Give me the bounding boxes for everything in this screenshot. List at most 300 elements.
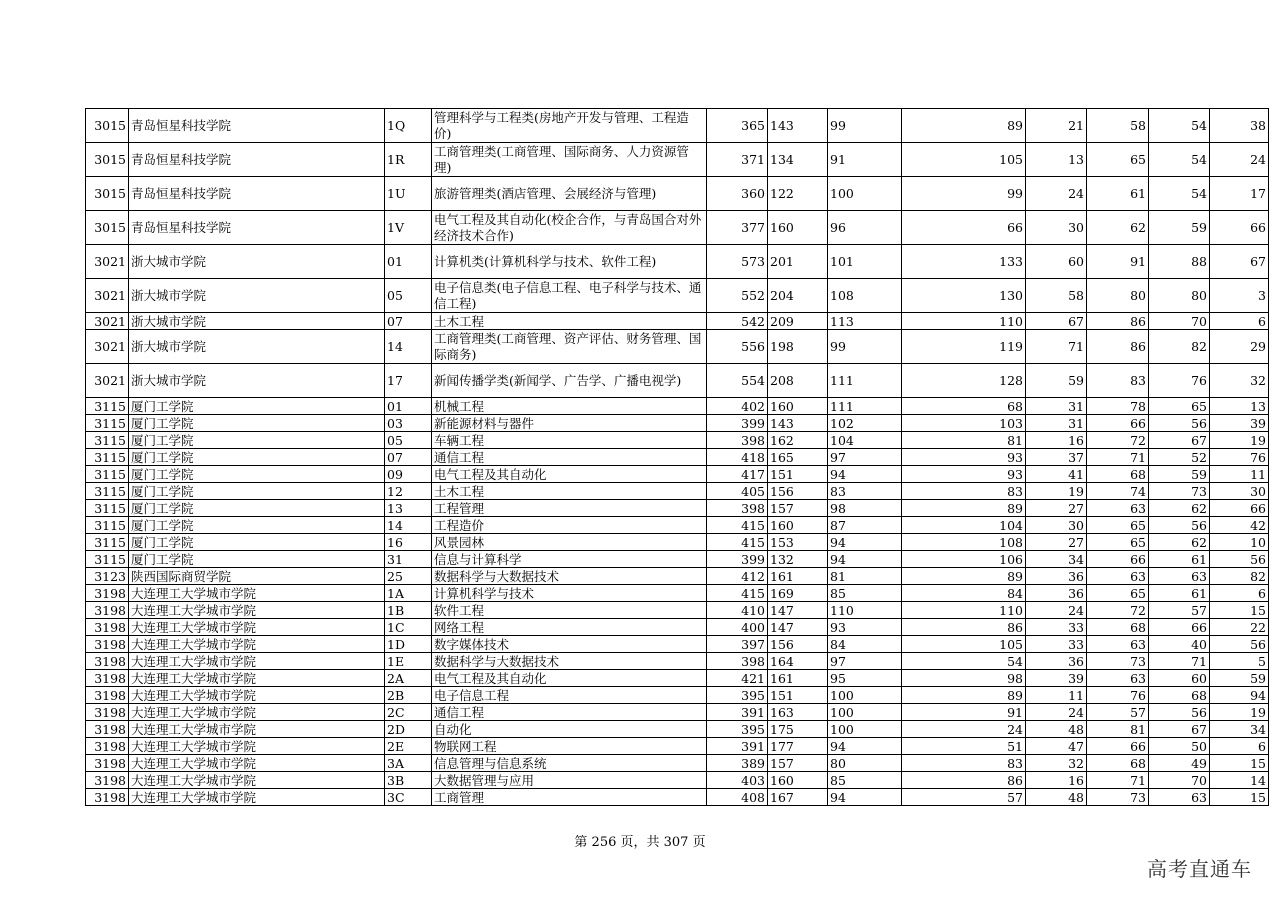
school-name-cell: 厦门工学院 (129, 415, 385, 432)
score-e-cell: 68 (1087, 619, 1149, 636)
score-f-cell: 62 (1149, 500, 1210, 517)
table-row (86, 449, 1269, 466)
score-d-cell: 24 (1026, 177, 1087, 211)
score-f-cell: 82 (1149, 330, 1210, 364)
major-code-cell: 2D (385, 721, 432, 738)
major-name-cell: 物联网工程 (432, 738, 707, 755)
score-c-cell: 93 (902, 449, 1026, 466)
score-a-cell: 161 (768, 568, 828, 585)
score-a-cell: 204 (768, 279, 828, 313)
major-code-cell: 09 (385, 466, 432, 483)
score-a-cell: 209 (768, 313, 828, 330)
score-e-cell: 63 (1087, 636, 1149, 653)
major-name-cell: 电子信息类(电子信息工程、电子科学与技术、通信工程) (432, 279, 707, 313)
table-row (86, 687, 1269, 704)
major-code-cell: 1R (385, 143, 432, 177)
score-e-cell: 65 (1087, 143, 1149, 177)
score-c-cell: 105 (902, 636, 1026, 653)
major-name-cell: 新能源材料与器件 (432, 415, 707, 432)
score-cell: 400 (707, 619, 768, 636)
score-cell: 415 (707, 585, 768, 602)
score-a-cell: 122 (768, 177, 828, 211)
score-cell: 417 (707, 466, 768, 483)
school-code-cell: 3021 (86, 245, 129, 279)
major-name-cell: 通信工程 (432, 449, 707, 466)
major-name-cell: 机械工程 (432, 398, 707, 415)
score-e-cell: 63 (1087, 500, 1149, 517)
major-name-cell: 电气工程及其自动化 (432, 670, 707, 687)
major-name-cell: 工商管理类(工商管理、国际商务、人力资源管理) (432, 143, 707, 177)
score-e-cell: 66 (1087, 551, 1149, 568)
school-code-cell: 3198 (86, 670, 129, 687)
score-e-cell: 72 (1087, 432, 1149, 449)
school-name-cell: 青岛恒星科技学院 (129, 109, 385, 143)
score-d-cell: 30 (1026, 517, 1087, 534)
score-b-cell: 95 (828, 670, 902, 687)
score-c-cell: 83 (902, 755, 1026, 772)
score-cell: 397 (707, 636, 768, 653)
score-cell: 398 (707, 432, 768, 449)
score-e-cell: 83 (1087, 364, 1149, 398)
score-e-cell: 78 (1087, 398, 1149, 415)
major-code-cell: 2B (385, 687, 432, 704)
score-f-cell: 61 (1149, 551, 1210, 568)
score-d-cell: 13 (1026, 143, 1087, 177)
score-e-cell: 63 (1087, 568, 1149, 585)
score-b-cell: 85 (828, 585, 902, 602)
major-name-cell: 自动化 (432, 721, 707, 738)
score-f-cell: 63 (1149, 789, 1210, 806)
table-row (86, 568, 1269, 585)
score-cell: 395 (707, 687, 768, 704)
score-g-cell: 13 (1210, 398, 1269, 415)
school-code-cell: 3115 (86, 534, 129, 551)
score-e-cell: 74 (1087, 483, 1149, 500)
table-row (86, 313, 1269, 330)
score-cell: 365 (707, 109, 768, 143)
score-e-cell: 73 (1087, 653, 1149, 670)
school-code-cell: 3115 (86, 517, 129, 534)
table-row (86, 364, 1269, 398)
school-name-cell: 厦门工学院 (129, 449, 385, 466)
school-name-cell: 青岛恒星科技学院 (129, 211, 385, 245)
major-name-cell: 工程造价 (432, 517, 707, 534)
score-e-cell: 76 (1087, 687, 1149, 704)
score-a-cell: 167 (768, 789, 828, 806)
score-d-cell: 11 (1026, 687, 1087, 704)
major-code-cell: 31 (385, 551, 432, 568)
school-code-cell: 3198 (86, 721, 129, 738)
score-d-cell: 47 (1026, 738, 1087, 755)
score-e-cell: 68 (1087, 755, 1149, 772)
score-cell: 371 (707, 143, 768, 177)
table-row (86, 330, 1269, 364)
major-name-cell: 电子信息工程 (432, 687, 707, 704)
score-cell: 408 (707, 789, 768, 806)
major-name-cell: 通信工程 (432, 704, 707, 721)
major-code-cell: 3A (385, 755, 432, 772)
score-f-cell: 67 (1149, 432, 1210, 449)
major-name-cell: 电气工程及其自动化 (432, 466, 707, 483)
major-code-cell: 01 (385, 398, 432, 415)
score-d-cell: 24 (1026, 602, 1087, 619)
school-code-cell: 3021 (86, 364, 129, 398)
table-row (86, 432, 1269, 449)
school-name-cell: 大连理工大学城市学院 (129, 755, 385, 772)
major-name-cell: 软件工程 (432, 602, 707, 619)
score-f-cell: 50 (1149, 738, 1210, 755)
school-name-cell: 大连理工大学城市学院 (129, 670, 385, 687)
score-b-cell: 94 (828, 534, 902, 551)
table-row (86, 670, 1269, 687)
major-code-cell: 2C (385, 704, 432, 721)
score-g-cell: 15 (1210, 755, 1269, 772)
school-name-cell: 厦门工学院 (129, 432, 385, 449)
major-code-cell: 14 (385, 330, 432, 364)
score-cell: 391 (707, 738, 768, 755)
school-name-cell: 厦门工学院 (129, 398, 385, 415)
score-d-cell: 33 (1026, 619, 1087, 636)
score-c-cell: 106 (902, 551, 1026, 568)
score-c-cell: 98 (902, 670, 1026, 687)
school-name-cell: 陕西国际商贸学院 (129, 568, 385, 585)
score-b-cell: 104 (828, 432, 902, 449)
score-b-cell: 99 (828, 330, 902, 364)
score-b-cell: 101 (828, 245, 902, 279)
school-code-cell: 3015 (86, 211, 129, 245)
score-e-cell: 58 (1087, 109, 1149, 143)
school-code-cell: 3198 (86, 704, 129, 721)
watermark-logo: 高考直通车 (1147, 857, 1252, 881)
school-name-cell: 大连理工大学城市学院 (129, 636, 385, 653)
score-b-cell: 100 (828, 704, 902, 721)
score-d-cell: 19 (1026, 483, 1087, 500)
score-cell: 554 (707, 364, 768, 398)
score-f-cell: 68 (1149, 687, 1210, 704)
score-f-cell: 49 (1149, 755, 1210, 772)
score-g-cell: 10 (1210, 534, 1269, 551)
score-c-cell: 66 (902, 211, 1026, 245)
score-g-cell: 17 (1210, 177, 1269, 211)
score-f-cell: 56 (1149, 517, 1210, 534)
school-code-cell: 3198 (86, 602, 129, 619)
score-c-cell: 81 (902, 432, 1026, 449)
score-b-cell: 93 (828, 619, 902, 636)
score-g-cell: 19 (1210, 432, 1269, 449)
score-d-cell: 71 (1026, 330, 1087, 364)
score-f-cell: 57 (1149, 602, 1210, 619)
score-f-cell: 66 (1149, 619, 1210, 636)
score-g-cell: 82 (1210, 568, 1269, 585)
score-f-cell: 52 (1149, 449, 1210, 466)
major-code-cell: 1U (385, 177, 432, 211)
score-a-cell: 201 (768, 245, 828, 279)
table-row (86, 483, 1269, 500)
score-c-cell: 110 (902, 313, 1026, 330)
score-g-cell: 30 (1210, 483, 1269, 500)
school-name-cell: 厦门工学院 (129, 483, 385, 500)
score-a-cell: 157 (768, 755, 828, 772)
major-name-cell: 数据科学与大数据技术 (432, 653, 707, 670)
score-b-cell: 98 (828, 500, 902, 517)
table-row (86, 517, 1269, 534)
school-code-cell: 3198 (86, 619, 129, 636)
score-d-cell: 41 (1026, 466, 1087, 483)
score-e-cell: 91 (1087, 245, 1149, 279)
score-a-cell: 143 (768, 109, 828, 143)
score-c-cell: 108 (902, 534, 1026, 551)
score-f-cell: 40 (1149, 636, 1210, 653)
score-b-cell: 94 (828, 551, 902, 568)
school-code-cell: 3198 (86, 738, 129, 755)
score-cell: 398 (707, 653, 768, 670)
score-c-cell: 51 (902, 738, 1026, 755)
table-body (86, 109, 1269, 806)
score-d-cell: 36 (1026, 568, 1087, 585)
score-g-cell: 59 (1210, 670, 1269, 687)
major-name-cell: 数据科学与大数据技术 (432, 568, 707, 585)
school-name-cell: 大连理工大学城市学院 (129, 619, 385, 636)
score-d-cell: 60 (1026, 245, 1087, 279)
score-c-cell: 103 (902, 415, 1026, 432)
score-cell: 418 (707, 449, 768, 466)
school-name-cell: 厦门工学院 (129, 517, 385, 534)
score-g-cell: 24 (1210, 143, 1269, 177)
school-code-cell: 3015 (86, 143, 129, 177)
score-f-cell: 70 (1149, 772, 1210, 789)
score-c-cell: 104 (902, 517, 1026, 534)
score-b-cell: 87 (828, 517, 902, 534)
admission-scores-table (85, 108, 1269, 806)
major-code-cell: 2A (385, 670, 432, 687)
major-name-cell: 电气工程及其自动化(校企合作，与青岛国合对外经济技术合作) (432, 211, 707, 245)
score-b-cell: 100 (828, 721, 902, 738)
score-a-cell: 153 (768, 534, 828, 551)
score-e-cell: 61 (1087, 177, 1149, 211)
school-name-cell: 浙大城市学院 (129, 330, 385, 364)
major-code-cell: 3B (385, 772, 432, 789)
score-d-cell: 36 (1026, 653, 1087, 670)
score-d-cell: 48 (1026, 721, 1087, 738)
score-b-cell: 110 (828, 602, 902, 619)
major-code-cell: 12 (385, 483, 432, 500)
score-d-cell: 34 (1026, 551, 1087, 568)
score-a-cell: 162 (768, 432, 828, 449)
table-row (86, 143, 1269, 177)
table-row (86, 415, 1269, 432)
score-e-cell: 66 (1087, 738, 1149, 755)
score-b-cell: 96 (828, 211, 902, 245)
score-e-cell: 63 (1087, 670, 1149, 687)
major-name-cell: 信息管理与信息系统 (432, 755, 707, 772)
major-name-cell: 风景园林 (432, 534, 707, 551)
score-e-cell: 65 (1087, 517, 1149, 534)
table-row (86, 534, 1269, 551)
score-b-cell: 97 (828, 653, 902, 670)
major-code-cell: 13 (385, 500, 432, 517)
major-code-cell: 16 (385, 534, 432, 551)
score-c-cell: 89 (902, 568, 1026, 585)
score-d-cell: 31 (1026, 415, 1087, 432)
score-c-cell: 54 (902, 653, 1026, 670)
score-a-cell: 147 (768, 619, 828, 636)
school-code-cell: 3198 (86, 755, 129, 772)
score-cell: 377 (707, 211, 768, 245)
score-f-cell: 62 (1149, 534, 1210, 551)
score-d-cell: 21 (1026, 109, 1087, 143)
score-c-cell: 110 (902, 602, 1026, 619)
score-cell: 415 (707, 517, 768, 534)
score-cell: 399 (707, 551, 768, 568)
school-name-cell: 厦门工学院 (129, 466, 385, 483)
score-g-cell: 29 (1210, 330, 1269, 364)
school-code-cell: 3198 (86, 585, 129, 602)
score-a-cell: 161 (768, 670, 828, 687)
score-g-cell: 94 (1210, 687, 1269, 704)
table-row (86, 585, 1269, 602)
table-row (86, 755, 1269, 772)
school-code-cell: 3021 (86, 330, 129, 364)
score-b-cell: 99 (828, 109, 902, 143)
score-g-cell: 34 (1210, 721, 1269, 738)
score-e-cell: 80 (1087, 279, 1149, 313)
score-g-cell: 56 (1210, 551, 1269, 568)
score-f-cell: 63 (1149, 568, 1210, 585)
score-c-cell: 133 (902, 245, 1026, 279)
score-e-cell: 71 (1087, 449, 1149, 466)
score-a-cell: 151 (768, 687, 828, 704)
school-name-cell: 青岛恒星科技学院 (129, 143, 385, 177)
score-c-cell: 99 (902, 177, 1026, 211)
school-code-cell: 3198 (86, 789, 129, 806)
score-f-cell: 56 (1149, 704, 1210, 721)
table-row (86, 211, 1269, 245)
major-name-cell: 计算机类(计算机科学与技术、软件工程) (432, 245, 707, 279)
school-name-cell: 大连理工大学城市学院 (129, 602, 385, 619)
table-row (86, 177, 1269, 211)
school-code-cell: 3198 (86, 687, 129, 704)
score-cell: 552 (707, 279, 768, 313)
score-g-cell: 6 (1210, 585, 1269, 602)
score-g-cell: 15 (1210, 602, 1269, 619)
score-g-cell: 6 (1210, 313, 1269, 330)
score-e-cell: 73 (1087, 789, 1149, 806)
score-cell: 412 (707, 568, 768, 585)
school-name-cell: 浙大城市学院 (129, 245, 385, 279)
score-d-cell: 30 (1026, 211, 1087, 245)
school-name-cell: 大连理工大学城市学院 (129, 653, 385, 670)
score-c-cell: 86 (902, 772, 1026, 789)
score-g-cell: 67 (1210, 245, 1269, 279)
table-row (86, 721, 1269, 738)
score-e-cell: 86 (1087, 330, 1149, 364)
score-b-cell: 108 (828, 279, 902, 313)
score-c-cell: 57 (902, 789, 1026, 806)
major-code-cell: 05 (385, 432, 432, 449)
score-b-cell: 94 (828, 789, 902, 806)
score-c-cell: 128 (902, 364, 1026, 398)
major-code-cell: 03 (385, 415, 432, 432)
school-code-cell: 3115 (86, 483, 129, 500)
major-name-cell: 土木工程 (432, 313, 707, 330)
score-c-cell: 119 (902, 330, 1026, 364)
score-cell: 402 (707, 398, 768, 415)
score-f-cell: 73 (1149, 483, 1210, 500)
score-f-cell: 67 (1149, 721, 1210, 738)
score-cell: 391 (707, 704, 768, 721)
score-c-cell: 91 (902, 704, 1026, 721)
score-b-cell: 81 (828, 568, 902, 585)
major-code-cell: 07 (385, 449, 432, 466)
major-name-cell: 计算机科学与技术 (432, 585, 707, 602)
score-a-cell: 151 (768, 466, 828, 483)
table-row (86, 772, 1269, 789)
score-f-cell: 70 (1149, 313, 1210, 330)
score-d-cell: 16 (1026, 772, 1087, 789)
score-a-cell: 163 (768, 704, 828, 721)
score-b-cell: 111 (828, 398, 902, 415)
major-name-cell: 工商管理类(工商管理、资产评估、财务管理、国际商务) (432, 330, 707, 364)
score-g-cell: 11 (1210, 466, 1269, 483)
score-cell: 399 (707, 415, 768, 432)
score-d-cell: 27 (1026, 500, 1087, 517)
score-e-cell: 81 (1087, 721, 1149, 738)
page-footer: 第 256 页，共 307 页 (574, 835, 706, 850)
score-b-cell: 84 (828, 636, 902, 653)
major-code-cell: 14 (385, 517, 432, 534)
table-row (86, 466, 1269, 483)
score-e-cell: 65 (1087, 534, 1149, 551)
score-cell: 389 (707, 755, 768, 772)
score-b-cell: 113 (828, 313, 902, 330)
score-a-cell: 147 (768, 602, 828, 619)
school-code-cell: 3015 (86, 109, 129, 143)
table-row (86, 279, 1269, 313)
school-name-cell: 大连理工大学城市学院 (129, 585, 385, 602)
score-a-cell: 164 (768, 653, 828, 670)
score-d-cell: 36 (1026, 585, 1087, 602)
score-f-cell: 59 (1149, 211, 1210, 245)
score-c-cell: 130 (902, 279, 1026, 313)
school-code-cell: 3198 (86, 772, 129, 789)
score-cell: 415 (707, 534, 768, 551)
school-code-cell: 3015 (86, 177, 129, 211)
score-d-cell: 58 (1026, 279, 1087, 313)
score-d-cell: 32 (1026, 755, 1087, 772)
major-code-cell: 1E (385, 653, 432, 670)
score-cell: 405 (707, 483, 768, 500)
score-b-cell: 94 (828, 738, 902, 755)
score-e-cell: 66 (1087, 415, 1149, 432)
score-c-cell: 24 (902, 721, 1026, 738)
score-c-cell: 89 (902, 109, 1026, 143)
score-f-cell: 71 (1149, 653, 1210, 670)
school-name-cell: 厦门工学院 (129, 500, 385, 517)
score-b-cell: 102 (828, 415, 902, 432)
score-g-cell: 76 (1210, 449, 1269, 466)
score-d-cell: 33 (1026, 636, 1087, 653)
score-e-cell: 68 (1087, 466, 1149, 483)
score-cell: 410 (707, 602, 768, 619)
score-cell: 556 (707, 330, 768, 364)
score-d-cell: 31 (1026, 398, 1087, 415)
school-code-cell: 3115 (86, 415, 129, 432)
score-c-cell: 83 (902, 483, 1026, 500)
score-d-cell: 48 (1026, 789, 1087, 806)
table-row (86, 245, 1269, 279)
major-name-cell: 大数据管理与应用 (432, 772, 707, 789)
major-name-cell: 工程管理 (432, 500, 707, 517)
